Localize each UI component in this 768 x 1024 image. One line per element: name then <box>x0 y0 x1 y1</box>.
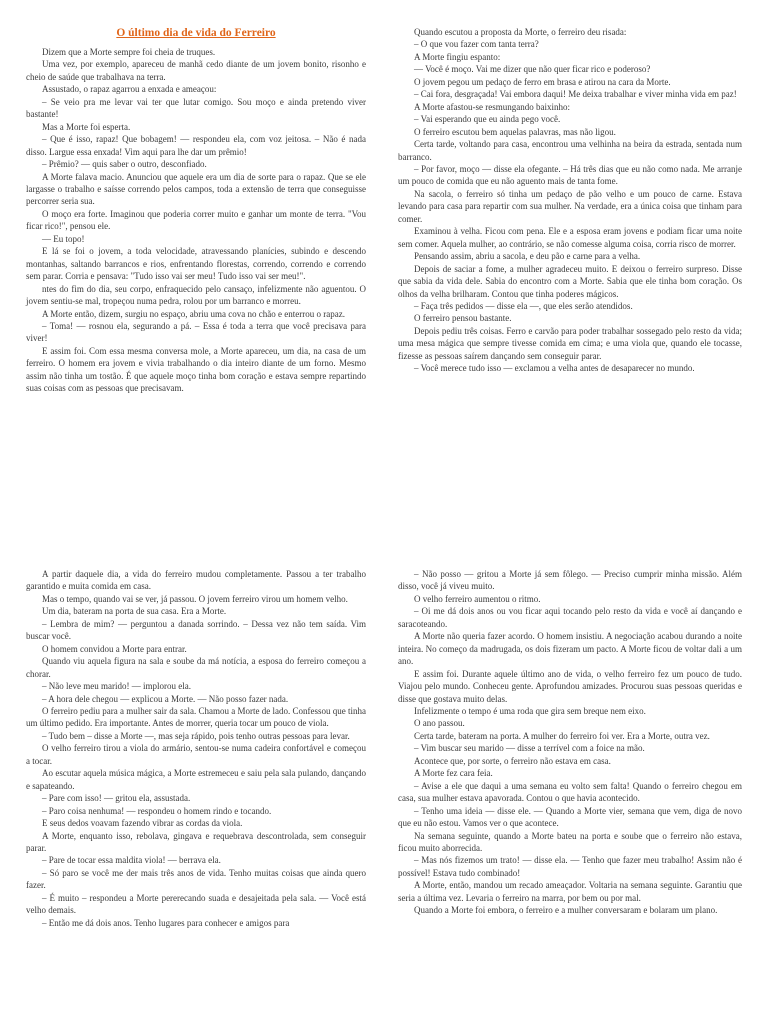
paragraph: A Morte falava macio. Anunciou que aquele era um dia de sorte para o rapaz. Que se ele largasse o trabalho e saísse correndo pelos campos, toda a extensão de terra que conseguisse percorrer seria sua. <box>26 171 366 207</box>
paragraph: – Lembra de mim? — perguntou a danada sorrindo. – Dessa vez não tem saída. Vim buscar você. <box>26 618 366 642</box>
paragraph: O homem convidou a Morte para entrar. <box>42 643 187 654</box>
paragraph: – Por favor, moço — disse ela ofegante. – Há três dias que eu não como nada. Me arranje um pouco de comida que eu não aguento mais de tanta fome. <box>398 163 742 187</box>
paragraph: E lá se foi o jovem, a toda velocidade, atravessando planícies, subindo e descendo montanhas, saltando barrancos e rios, enfrentando florestas, correndo, correndo e correndo sem parar. Corria e pensava: "Tudo isso vai ser meu! Tudo isso vai ser meu!". <box>26 246 366 282</box>
paragraph: Depois pediu três coisas. Ferro e carvão para poder trabalhar sossegado pelo resto da vida; uma mesa mágica que sempre tivesse comida em cima; e uma viola que, quando ele tocasse, fizesse as pessoas saírem dançando sem conseguir parar. <box>398 325 742 361</box>
paragraph: Infelizmente o tempo é uma roda que gira sem breque nem eixo. <box>414 705 646 716</box>
paragraph: – Não leve meu marido! — implorou ela. <box>42 681 191 692</box>
paragraph: — Eu topo! <box>42 233 85 244</box>
paragraph: E assim foi. Durante aquele último ano de vida, o velho ferreiro fez um pouco de tudo. Viajou pelo mundo. Conheceu gente. Aprofundou amizades. Procurou suas pessoas queridas e disse que gostava muito delas. <box>398 668 742 704</box>
paragraph: Mas a Morte foi esperta. <box>42 121 131 132</box>
paragraph: – Só paro se você me der mais três anos de vida. Tenho muitas coisas que ainda quero fazer. <box>26 867 366 891</box>
paragraph: Assustado, o rapaz agarrou a enxada e ameaçou: <box>42 84 217 95</box>
page-2-right-column <box>398 568 742 917</box>
paragraph: Certa tarde, voltando para casa, encontrou uma velhinha na beira da estrada, sentada num barranco. <box>398 139 742 162</box>
paragraph: – Você merece tudo isso — exclamou a velha antes de desaparecer no mundo. <box>414 363 695 374</box>
paragraph: – Toma! — rosnou ela, segurando a pá. – Essa é toda a terra que você precisava para viver! <box>26 320 366 344</box>
page-2-left-column <box>26 568 366 929</box>
paragraph: – Cai fora, desgraçada! Vai embora daqui! Me deixa trabalhar e viver minha vida em paz! <box>414 89 737 100</box>
paragraph: – Prêmio? — quis saber o outro, desconfiado. <box>42 159 207 170</box>
paragraph: Acontece que, por sorte, o ferreiro não estava em casa. <box>414 755 611 766</box>
paragraph: Quando escutou a proposta da Morte, o ferreiro deu risada: <box>414 27 627 37</box>
paragraph: Pensando assim, abriu a sacola, e deu pão e carne para a velha. <box>414 251 641 262</box>
paragraph: – Não posso — gritou a Morte já sem fôlego. — Preciso cumprir minha missão. Além disso, você já viveu muito. <box>398 569 742 592</box>
paragraph: – O que vou fazer com tanta terra? <box>414 39 539 50</box>
paragraph: – Vim buscar seu marido — disse a terrível com a foice na mão. <box>414 743 645 754</box>
paragraph: – Tenho uma ideia — disse ele. — Quando a Morte vier, semana que vem, diga de novo que eu não estou. Vamos ver o que acontece. <box>398 805 742 829</box>
paragraph: Ao escutar aquela música mágica, a Morte estremeceu e saiu pela sala pulando, dançando e sapateando. <box>26 768 366 791</box>
paragraph: – Então me dá dois anos. Tenho lugares para conhecer e amigos para <box>42 917 290 928</box>
story-title: O último dia de vida do Ferreiro <box>116 27 276 39</box>
paragraph: – A hora dele chegou — explicou a Morte. — Não posso fazer nada. <box>42 693 289 704</box>
paragraph: Na sacola, o ferreiro só tinha um pedaço de pão velho e um pouco de carne. Estava levando para casa para repartir com sua mulher. Na verdade, era a única coisa que tinham para comer. <box>398 188 742 224</box>
paragraph: – Que é isso, rapaz! Que bobagem! — respondeu ela, com voz jeitosa. – Não é nada disso. Largue essa enxada! Vim aqui para lhe dar um prêmio! <box>26 134 366 157</box>
paragraph: A Morte afastou-se resmungando baixinho: <box>414 101 570 112</box>
paragraph: O velho ferreiro aumentou o ritmo. <box>414 593 541 604</box>
paragraph: O ano passou. <box>414 718 465 729</box>
paragraph: A Morte, enquanto isso, rebolava, gingava e requebrava descontrolada, sem conseguir parar. <box>26 830 366 853</box>
paragraph: A partir daquele dia, a vida do ferreiro mudou completamente. Passou a ter trabalho garantido e muita comida em casa. <box>26 569 366 592</box>
paragraph: – Tudo bem – disse a Morte —, mas seja rápido, pois tenho outras pessoas para levar. <box>42 730 350 741</box>
paragraph: – Faça três pedidos — disse ela —, que eles serão atendidos. <box>414 300 633 311</box>
paragraph: Mas o tempo, quando vai se ver, já passou. O jovem ferreiro virou um homem velho. <box>42 593 348 604</box>
paragraph: Quando a Morte foi embora, o ferreiro e a mulher conversaram e bolaram um plano. <box>414 905 718 916</box>
page-1-left-column <box>26 46 366 395</box>
paragraph: Um dia, bateram na porta de sua casa. Era a Morte. <box>42 606 227 617</box>
paragraph: Certa tarde, bateram na porta. A mulher do ferreiro foi ver. Era a Morte, outra vez. <box>414 730 710 741</box>
page-1-right-column <box>398 26 742 375</box>
paragraph: A Morte fez cara feia. <box>414 768 493 779</box>
paragraph: A Morte não queria fazer acordo. O homem insistiu. A negociação acabou durando a noite inteira. No começo da madrugada, os dois fizeram um pacto. A Morte ficou de voltar dali a um ano. <box>398 631 742 667</box>
paragraph: O jovem pegou um pedaço de ferro em brasa e atirou na cara da Morte. <box>414 76 671 87</box>
paragraph: – Pare com isso! — gritou ela, assustada. <box>42 793 191 804</box>
paragraph: Examinou à velha. Ficou com pena. Ele e a esposa eram jovens e podiam ficar uma noite sem comer. Aquela mulher, ao contrário, se não comesse alguma coisa, corria risco de morrer. <box>398 226 742 249</box>
paragraph: O ferreiro pediu para a mulher sair da sala. Chamou a Morte de lado. Confessou que tinha um último pedido. Era importante. Antes de morrer, queria tocar um pouco de viola. <box>26 705 366 729</box>
paragraph: – Se veio pra me levar vai ter que lutar comigo. Sou moço e ainda pretendo viver bastante! <box>26 96 366 120</box>
paragraph: — Você é moço. Vai me dizer que não quer ficar rico e poderoso? <box>414 64 651 75</box>
paragraph: – É muito – respondeu a Morte pererecando suada e desajeitada pela sala. — Você está velho demais. <box>26 892 366 916</box>
paragraph: Na semana seguinte, quando a Morte bateu na porta e soube que o ferreiro não estava, ficou muito aborrecida. <box>398 830 742 853</box>
paragraph: – Pare de tocar essa maldita viola! — berrava ela. <box>42 855 221 866</box>
paragraph: O ferreiro escutou bem aquelas palavras, mas não ligou. <box>414 126 616 137</box>
paragraph: – Vai esperando que eu ainda pego você. <box>414 114 561 125</box>
paragraph: E assim foi. Com essa mesma conversa mole, a Morte apareceu, um dia, na casa de um ferreiro. O homem era jovem e vivia trabalhando o dia inteiro diante de um forno. Mesmo assim não tinha um tostão. É que aquele moço tinha bom coração e estava sempre repartindo suas coisas com as pessoas que precisavam. <box>26 345 366 394</box>
paragraph: Uma vez, por exemplo, apareceu de manhã cedo diante de um jovem bonito, risonho e cheio de saúde que trabalhava na terra. <box>26 59 366 82</box>
paragraph: Quando viu aquela figura na sala e soube da má notícia, a esposa do ferreiro começou a chorar. <box>26 656 366 679</box>
paragraph: O ferreiro pensou bastante. <box>414 313 512 324</box>
paragraph: – Oi me dá dois anos ou vou ficar aqui tocando pelo resto da vida e você aí dançando e saracoteando. <box>398 606 742 629</box>
paragraph: Depois de saciar a fome, a mulher agradeceu muito. E deixou o ferreiro surpreso. Disse que sabia da vida dele. Sabia do encontro com a Morte. Sabia que ele tinha bom coração. Os olhos da velha brilharam. Contou que tinha poderes mágicos. <box>398 263 742 299</box>
paragraph: A Morte, então, mandou um recado ameaçador. Voltaria na semana seguinte. Garantiu que seria a última vez. Levaria o ferreiro na marra, por bem ou por mal. <box>398 880 742 903</box>
paragraph: E seus dedos voavam fazendo vibrar as cordas da viola. <box>42 818 243 829</box>
paragraph: – Paro coisa nenhuma! — respondeu o homem rindo e tocando. <box>42 805 272 816</box>
paragraph: O velho ferreiro tirou a viola do armário, sentou-se numa cadeira confortável e começou a tocar. <box>26 743 366 766</box>
paragraph: – Avise a ele que daqui a uma semana eu volto sem falta! Quando o ferreiro chegou em casa, sua mulher estava apavorada. Contou o que havia acontecido. <box>398 780 742 804</box>
paragraph: Dizem que a Morte sempre foi cheia de truques. <box>42 47 216 57</box>
paragraph: A Morte então, dizem, surgiu no espaço, abriu uma cova no chão e enterrou o rapaz. <box>42 308 345 319</box>
paragraph: ntes do fim do dia, seu corpo, enfraquecido pelo cansaço, infelizmente não aguentou. O jovem sentiu-se mal, tropeçou numa pedra, rolou por um barranco e morreu. <box>26 283 366 307</box>
paragraph: O moço era forte. Imaginou que poderia correr muito e ganhar um monte de terra. "Vou ficar rico!", pensou ele. <box>26 208 366 232</box>
paragraph: A Morte fingiu espanto: <box>414 51 501 62</box>
paragraph: – Mas nós fizemos um trato! — disse ela. — Tenho que fazer meu trabalho! Assim não é possível! Estava tudo combinado! <box>398 855 742 878</box>
